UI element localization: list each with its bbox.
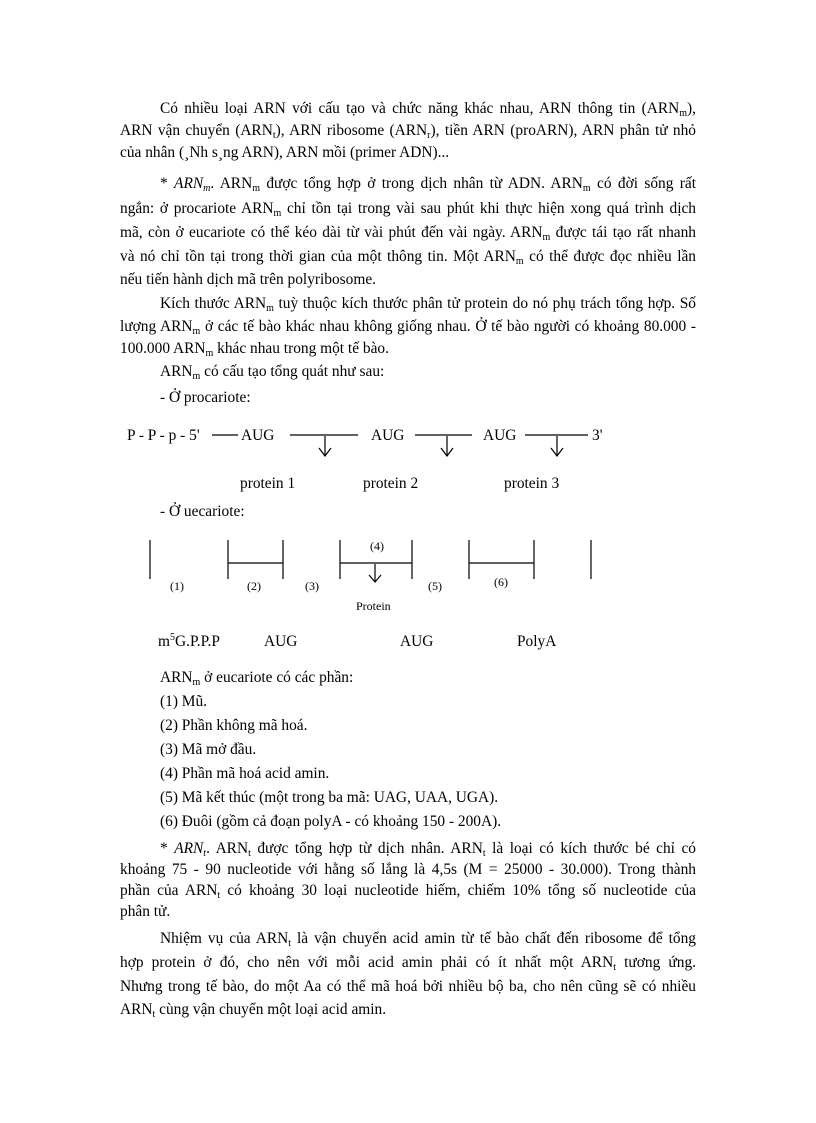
euc-part-1-label: (1) [170, 579, 184, 593]
task-line-4: $ARN_t$ cùng vận chuyển một loại acid amin. [120, 1001, 387, 1020]
arnt-line-2: khoảng 75 - 90 nucleotide với hằng số lắng là 4,5s (M = 25000 - 30.000). Trong thành [120, 861, 696, 878]
pro-aug-2: AUG [371, 427, 405, 444]
arnt-line-1: * $ARN_t$. $ARN_t$ được tổng hợp từ dịch nhân. $ARN_t$ là loại có kích thước bé chỉ có [160, 840, 696, 859]
parts-item-4: (4) Phần mã hoá acid amin. [160, 765, 330, 782]
cap-label: $m^5G.P.P.P$ [158, 632, 220, 650]
euc-part-4-label: (4) [370, 539, 384, 553]
euc-part-5-label: (5) [428, 579, 442, 593]
size-line-1: Kích thước $ARN_m$ tuỳ thuộc kích thước phân tử protein do nó phụ trách tổng hợp. Số [160, 295, 696, 314]
parts-item-6: (6) Đuôi (gồm cả đoạn polyA - có khoảng 150 - 200A). [160, 813, 502, 830]
arnm-line-5: nếu tiến hành dịch mã trên polyribosome. [120, 271, 377, 288]
parts-item-5: (5) Mã kết thúc (một trong ba mã: UAG, UAA, UGA). [160, 789, 499, 806]
task-line-2: hợp protein ở đó, cho nên với mỗi acid amin phải có ít nhất một $ARN_t$ tương ứng. [120, 954, 696, 973]
chain-start-label: P - P - p - 5' [127, 427, 200, 444]
euc-part-2-label: (2) [247, 579, 261, 593]
euc-aug-1: AUG [264, 633, 298, 650]
euc-polya: PolyA [517, 633, 557, 650]
procariote-heading: - Ở procariote: [160, 389, 251, 406]
arnm-line-1: * $ARN_m$. $ARN_m$ được tổng hợp ở trong dịch nhân từ ADN. $ARN_m$ có đời sống rất [160, 175, 697, 194]
euc-part-3-label: (3) [305, 579, 319, 593]
pro-aug-3: AUG [483, 427, 517, 444]
protein-2-label: protein 2 [363, 475, 419, 492]
parts-item-3: (3) Mã mở đầu. [160, 741, 257, 758]
task-line-3: Nhưng trong tế bào, do một Aa có thể mã hoá bởi nhiều bộ ba, cho nên cũng sẽ có nhiều [120, 978, 696, 995]
arnm-line-4: và nó chỉ tồn tại trong thời gian của một thông tin. Một $ARN_m$ có thể được đọc nhiều lần [120, 248, 696, 267]
intro-line-3: của nhân (¸Nh s¸ng ARN), ARN mồi (primer ADN)... [120, 144, 450, 161]
parts-item-1: (1) Mũ. [160, 693, 208, 710]
protein-3-label: protein 3 [504, 475, 560, 492]
euc-part-6-label: (6) [494, 575, 508, 589]
task-line-1: Nhiệm vụ của $ARN_t$ là vận chuyển acid amin từ tế bào chất đến ribosome để tổng [160, 930, 697, 949]
parts-intro: $ARN_m$ ở eucariote có các phần: [160, 669, 354, 688]
euc-protein-label: Protein [356, 599, 391, 613]
intro-line-2: ARN vận chuyển $(ARN_t)$, ARN ribosome $(ARN_r)$, tiền ARN (proARN), ARN phân tử nhỏ [120, 122, 697, 141]
arnt-line-4: phân tử. [120, 903, 171, 920]
pro-aug-1: AUG [241, 427, 275, 444]
arnt-line-3: phần của $ARN_t$ có khoảng 30 loại nucleotide hiếm, chiếm 10% tổng số nucleotide của [120, 882, 696, 901]
parts-item-2: (2) Phần không mã hoá. [160, 717, 308, 734]
size-line-3: 100.000 $ARN_m$ khác nhau trong một tế bào. [120, 340, 389, 359]
intro-line-1: Có nhiều loại ARN với cấu tạo và chức năng khác nhau, ARN thông tin $(ARN_m)$, [160, 100, 696, 119]
protein-1-label: protein 1 [240, 475, 296, 492]
euc-aug-2: AUG [400, 633, 434, 650]
arnm-line-2: ngắn: ở procariote $ARN_m$ chỉ tồn tại trong vài sau phút khi thực hiện xong quá trình dịch [120, 200, 696, 219]
arnm-line-3: mã, còn ở eucariote có thể kéo dài từ vài phút đến vài ngày. $ARN_m$ được tái tạo rất nhanh [120, 224, 696, 243]
eucariote-heading: - Ở uecariote: [160, 503, 245, 520]
size-line-2: lượng $ARN_m$ ở các tế bào khác nhau không giống nhau. Ở tế bào người có khoảng 80.000 - [120, 318, 697, 337]
chain-end-label: 3' [592, 427, 603, 444]
general-structure-line: $ARN_m$ có cấu tạo tổng quát như sau: [160, 363, 385, 382]
